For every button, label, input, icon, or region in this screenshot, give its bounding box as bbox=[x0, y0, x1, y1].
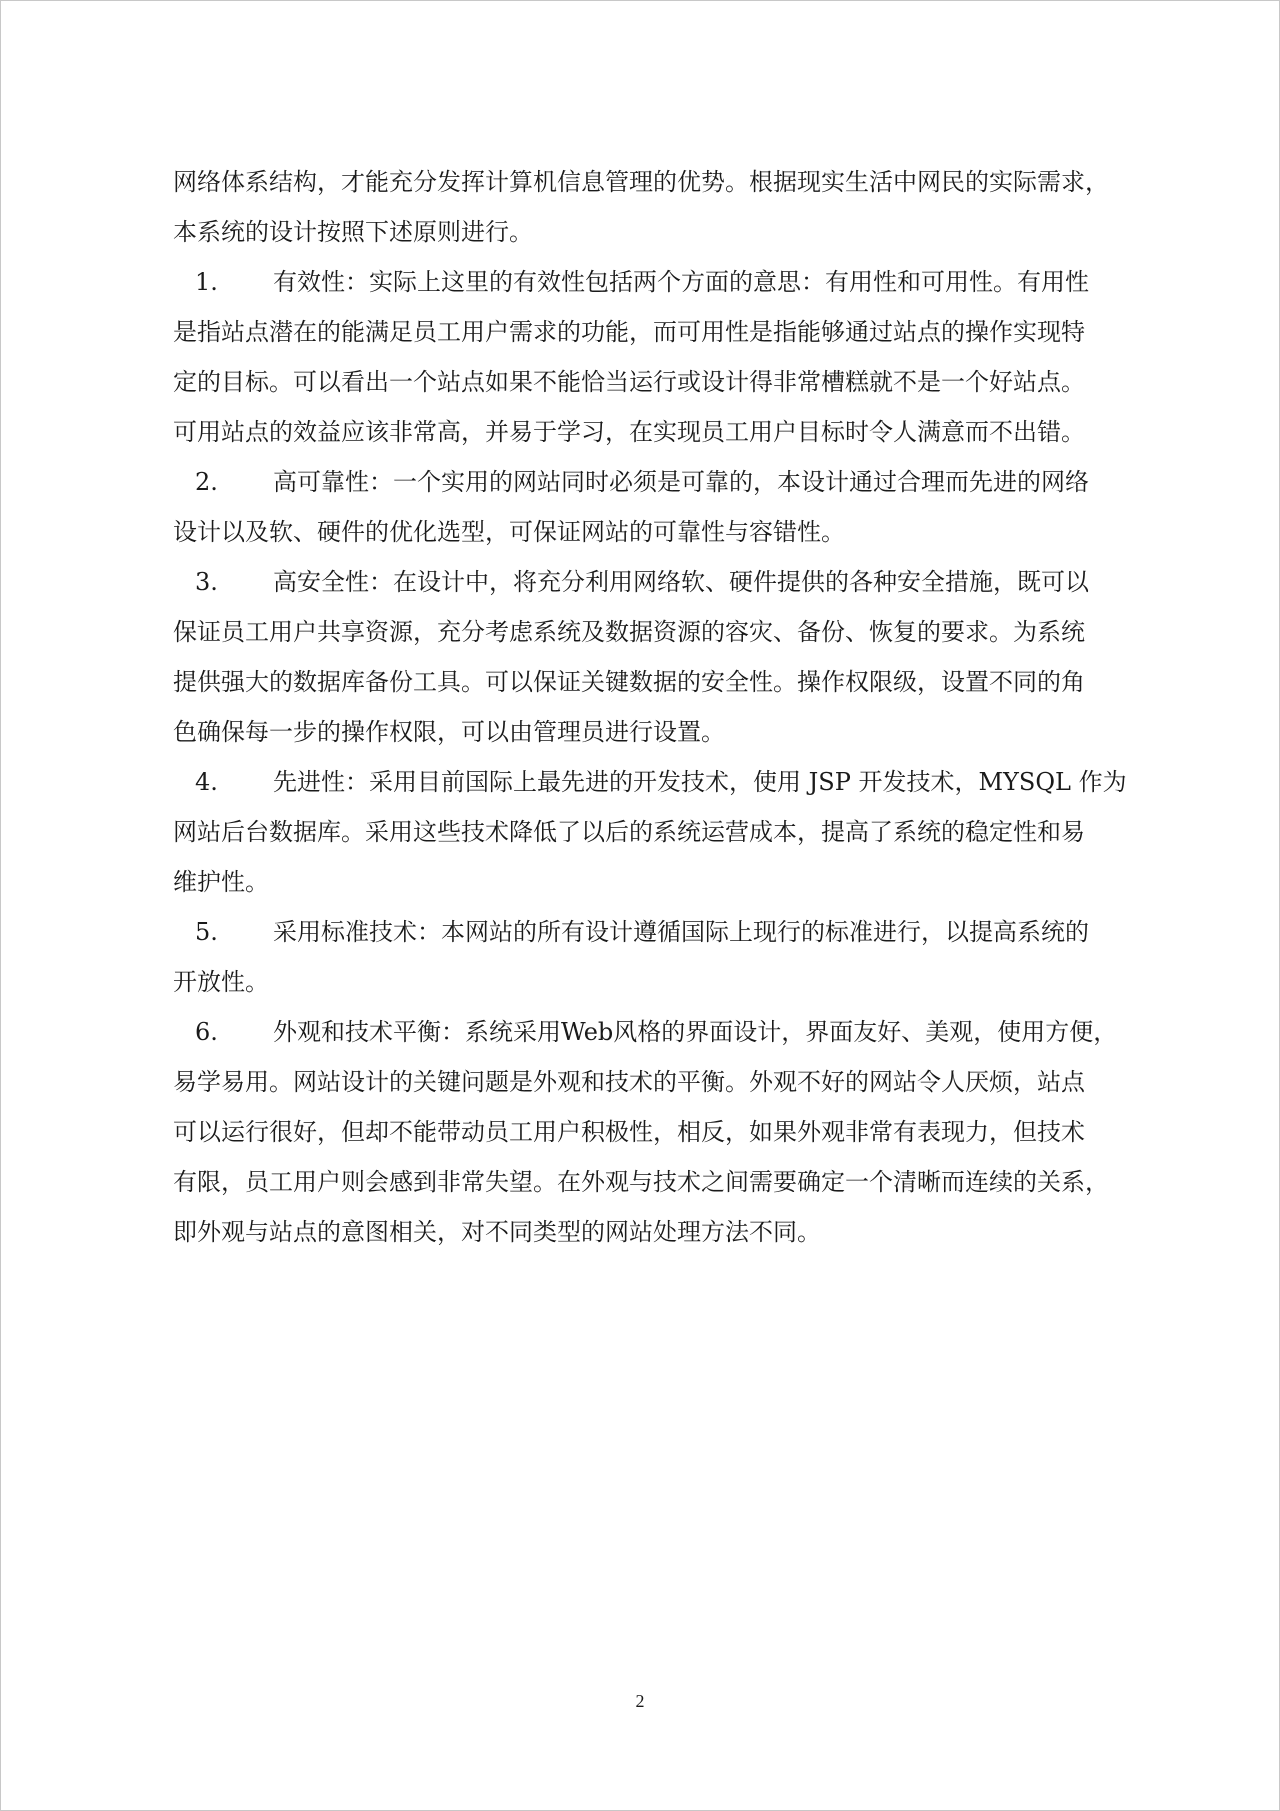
page-body bbox=[173, 157, 1163, 1257]
item-continuation-line: 定的目标。可以看出一个站点如果不能恰当运行或设计得非常槽糕就不是一个好站点。 bbox=[173, 368, 1085, 396]
item-continuation-line: 即外观与站点的意图相关，对不同类型的网站处理方法不同。 bbox=[173, 1218, 821, 1246]
list-item-2 bbox=[173, 457, 1163, 557]
item-first-line: 采用标准技术：本网站的所有设计遵循国际上现行的标准进行，以提高系统的 bbox=[273, 918, 1089, 946]
item-first-line: 高可靠性：一个实用的网站同时必须是可靠的，本设计通过合理而先进的网络 bbox=[273, 468, 1089, 496]
item-continuation-line: 维护性。 bbox=[173, 868, 269, 896]
item-continuation-line: 可用站点的效益应该非常高，并易于学习，在实现员工用户目标时令人满意而不出错。 bbox=[173, 418, 1085, 446]
page-number: 2 bbox=[635, 1691, 645, 1711]
item-first-line: 外观和技术平衡：系统采用Web风格的界面设计，界面友好、美观，使用方便， bbox=[273, 1018, 1118, 1046]
list-item-6 bbox=[173, 1007, 1163, 1257]
principles-list bbox=[173, 257, 1163, 1257]
item-continuation-line: 易学易用。网站设计的关键问题是外观和技术的平衡。外观不好的网站令人厌烦，站点 bbox=[173, 1068, 1085, 1096]
item-continuation-line: 色确保每一步的操作权限，可以由管理员进行设置。 bbox=[173, 718, 725, 746]
item-continuation-line: 可以运行很好，但却不能带动员工用户积极性，相反，如果外观非常有表现力，但技术 bbox=[173, 1118, 1085, 1146]
item-number: 5. bbox=[195, 918, 218, 946]
item-number: 4. bbox=[195, 768, 218, 796]
item-continuation-line: 是指站点潜在的能满足员工用户需求的功能，而可用性是指能够通过站点的操作实现特 bbox=[173, 318, 1085, 346]
list-item-5 bbox=[173, 907, 1163, 1007]
list-item-1 bbox=[173, 257, 1163, 457]
intro-line: 网络体系结构，才能充分发挥计算机信息管理的优势。根据现实生活中网民的实际需求， bbox=[173, 168, 1109, 196]
item-number: 1. bbox=[195, 268, 218, 296]
intro-paragraph bbox=[173, 157, 1163, 257]
list-item-4 bbox=[173, 757, 1163, 907]
intro-line: 本系统的设计按照下述原则进行。 bbox=[173, 218, 533, 246]
item-number: 3. bbox=[195, 568, 218, 596]
item-continuation-line: 保证员工用户共享资源，充分考虑系统及数据资源的容灾、备份、恢复的要求。为系统 bbox=[173, 618, 1085, 646]
item-continuation-line: 网站后台数据库。采用这些技术降低了以后的系统运营成本，提高了系统的稳定性和易 bbox=[173, 818, 1085, 846]
item-number: 6. bbox=[195, 1018, 218, 1046]
item-continuation-line: 开放性。 bbox=[173, 968, 269, 996]
item-first-line: 高安全性：在设计中，将充分利用网络软、硬件提供的各种安全措施，既可以 bbox=[273, 568, 1089, 596]
item-continuation-line: 提供强大的数据库备份工具。可以保证关键数据的安全性。操作权限级，设置不同的角 bbox=[173, 668, 1085, 696]
item-continuation-line: 设计以及软、硬件的优化选型，可保证网站的可靠性与容错性。 bbox=[173, 518, 845, 546]
item-continuation-line: 有限，员工用户则会感到非常失望。在外观与技术之间需要确定一个清晰而连续的关系， bbox=[173, 1168, 1109, 1196]
item-first-line: 先进性：采用目前国际上最先进的开发技术，使用 JSP 开发技术，MYSQL 作为 bbox=[273, 768, 1127, 796]
item-first-line: 有效性：实际上这里的有效性包括两个方面的意思：有用性和可用性。有用性 bbox=[273, 268, 1089, 296]
item-number: 2. bbox=[195, 468, 218, 496]
list-item-3 bbox=[173, 557, 1163, 757]
